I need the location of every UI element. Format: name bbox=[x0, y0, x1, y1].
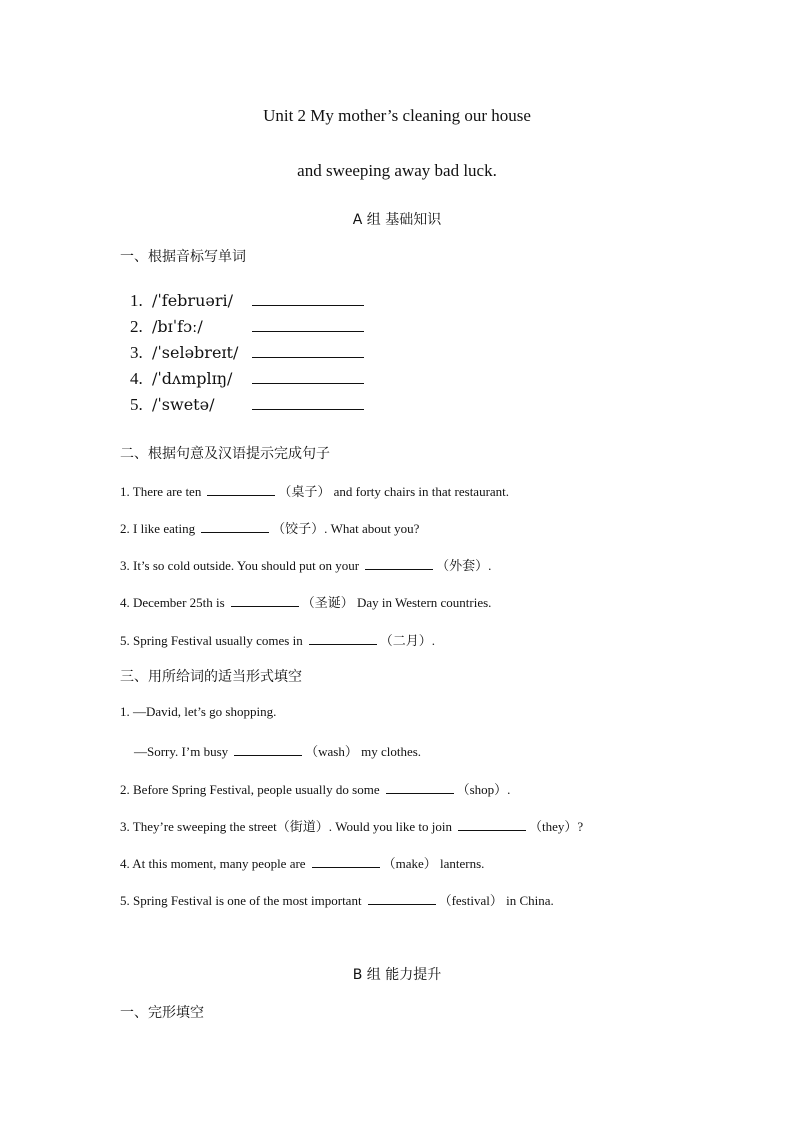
sentence-item bbox=[120, 816, 583, 835]
sentence-item bbox=[120, 555, 491, 574]
phonetic-text: /ˈswetə/ bbox=[152, 395, 215, 414]
answer-blank[interactable] bbox=[252, 317, 364, 332]
hint-text: （shop） bbox=[456, 782, 508, 797]
cloze-heading: 一、完形填空 bbox=[120, 1005, 204, 1021]
item-number: 1. bbox=[130, 291, 143, 310]
sentence-item bbox=[134, 741, 421, 760]
phonetic-item bbox=[130, 317, 364, 337]
sentence-item bbox=[120, 890, 554, 909]
sentence-text: 2. I like eating bbox=[120, 521, 196, 536]
answer-blank[interactable] bbox=[231, 594, 299, 607]
sentence-text: . bbox=[431, 633, 435, 648]
hint-text: （饺子） bbox=[272, 521, 325, 536]
item-number: 3. bbox=[130, 343, 143, 362]
sentence-text: my clothes. bbox=[357, 744, 422, 759]
answer-blank[interactable] bbox=[458, 818, 526, 831]
sentence-item bbox=[120, 481, 509, 500]
sentence-text: 2. Before Spring Festival, people usually do some bbox=[120, 782, 380, 797]
sentence-text: 3. They’re sweeping the street（街道）. Would you like to join bbox=[120, 819, 452, 834]
sentence-item bbox=[120, 853, 484, 872]
hint-text: （二月） bbox=[379, 633, 432, 648]
phonetic-item bbox=[130, 291, 364, 311]
section-3-heading: 三、用所给词的适当形式填空 bbox=[120, 669, 302, 685]
answer-blank[interactable] bbox=[252, 369, 364, 384]
sentence-item bbox=[120, 592, 491, 611]
title-line-1: Unit 2 My mother’s cleaning our house bbox=[263, 106, 531, 125]
phonetic-item bbox=[130, 395, 364, 415]
hint-text: （festival） bbox=[438, 893, 503, 908]
hint-text: （wash） bbox=[305, 744, 358, 759]
phonetic-text: /ˈdʌmplɪŋ/ bbox=[152, 369, 233, 388]
phonetic-text: /bɪˈfɔː/ bbox=[152, 317, 203, 336]
sentence-text: and forty chairs in that restaurant. bbox=[330, 484, 510, 499]
sentence-text: lanterns. bbox=[436, 856, 485, 871]
sentence-text: 5. Spring Festival is one of the most important bbox=[120, 893, 362, 908]
section-2-heading: 二、根据句意及汉语提示完成句子 bbox=[120, 446, 330, 462]
answer-blank[interactable] bbox=[368, 892, 436, 905]
hint-text: （桌子） bbox=[278, 484, 331, 499]
item-number: 4. bbox=[130, 369, 143, 388]
phonetic-text: /ˈfebruəri/ bbox=[152, 291, 233, 310]
answer-blank[interactable] bbox=[234, 743, 302, 756]
sentence-text: . bbox=[507, 782, 511, 797]
answer-blank[interactable] bbox=[386, 781, 454, 794]
answer-blank[interactable] bbox=[252, 343, 364, 358]
item-number: 2. bbox=[130, 317, 143, 336]
sentence-text: . bbox=[488, 558, 492, 573]
answer-blank[interactable] bbox=[365, 557, 433, 570]
answer-blank[interactable] bbox=[201, 520, 269, 533]
phonetic-text: /ˈseləbreɪt/ bbox=[152, 343, 239, 362]
sentence-item bbox=[120, 518, 419, 537]
hint-text: （they） bbox=[528, 819, 578, 834]
sentence-text: 4. December 25th is bbox=[120, 595, 225, 610]
answer-blank[interactable] bbox=[312, 855, 380, 868]
sentence-item bbox=[120, 779, 510, 798]
sentence-text: 4. At this moment, many people are bbox=[120, 856, 306, 871]
title-line-2: and sweeping away bad luck. bbox=[297, 161, 497, 180]
answer-blank[interactable] bbox=[252, 291, 364, 306]
sentence-item bbox=[120, 630, 435, 649]
hint-text: （make） bbox=[382, 856, 437, 871]
group-b-heading: B 组 能力提升 bbox=[352, 967, 442, 983]
sentence-text: 1. There are ten bbox=[120, 484, 202, 499]
section-1-heading: 一、根据音标写单词 bbox=[120, 249, 246, 265]
hint-text: （圣诞） bbox=[301, 595, 354, 610]
sentence-text: 5. Spring Festival usually comes in bbox=[120, 633, 303, 648]
item-number: 5. bbox=[130, 395, 143, 414]
answer-blank[interactable] bbox=[309, 632, 377, 645]
group-a-heading: A 组 基础知识 bbox=[352, 212, 442, 228]
sentence-text: Day in Western countries. bbox=[353, 595, 492, 610]
phonetic-item bbox=[130, 369, 364, 389]
hint-text: （外套） bbox=[436, 558, 489, 573]
sentence-text: —Sorry. I’m busy bbox=[134, 744, 229, 759]
sentence-text: in China. bbox=[502, 893, 554, 908]
sentence-item: 1. —David, let’s go shopping. bbox=[120, 704, 277, 719]
phonetic-item bbox=[130, 343, 364, 363]
sentence-text: ? bbox=[577, 819, 584, 834]
sentence-text: 3. It’s so cold outside. You should put on your bbox=[120, 558, 360, 573]
answer-blank[interactable] bbox=[252, 395, 364, 410]
sentence-text: . What about you? bbox=[324, 521, 420, 536]
answer-blank[interactable] bbox=[207, 483, 275, 496]
